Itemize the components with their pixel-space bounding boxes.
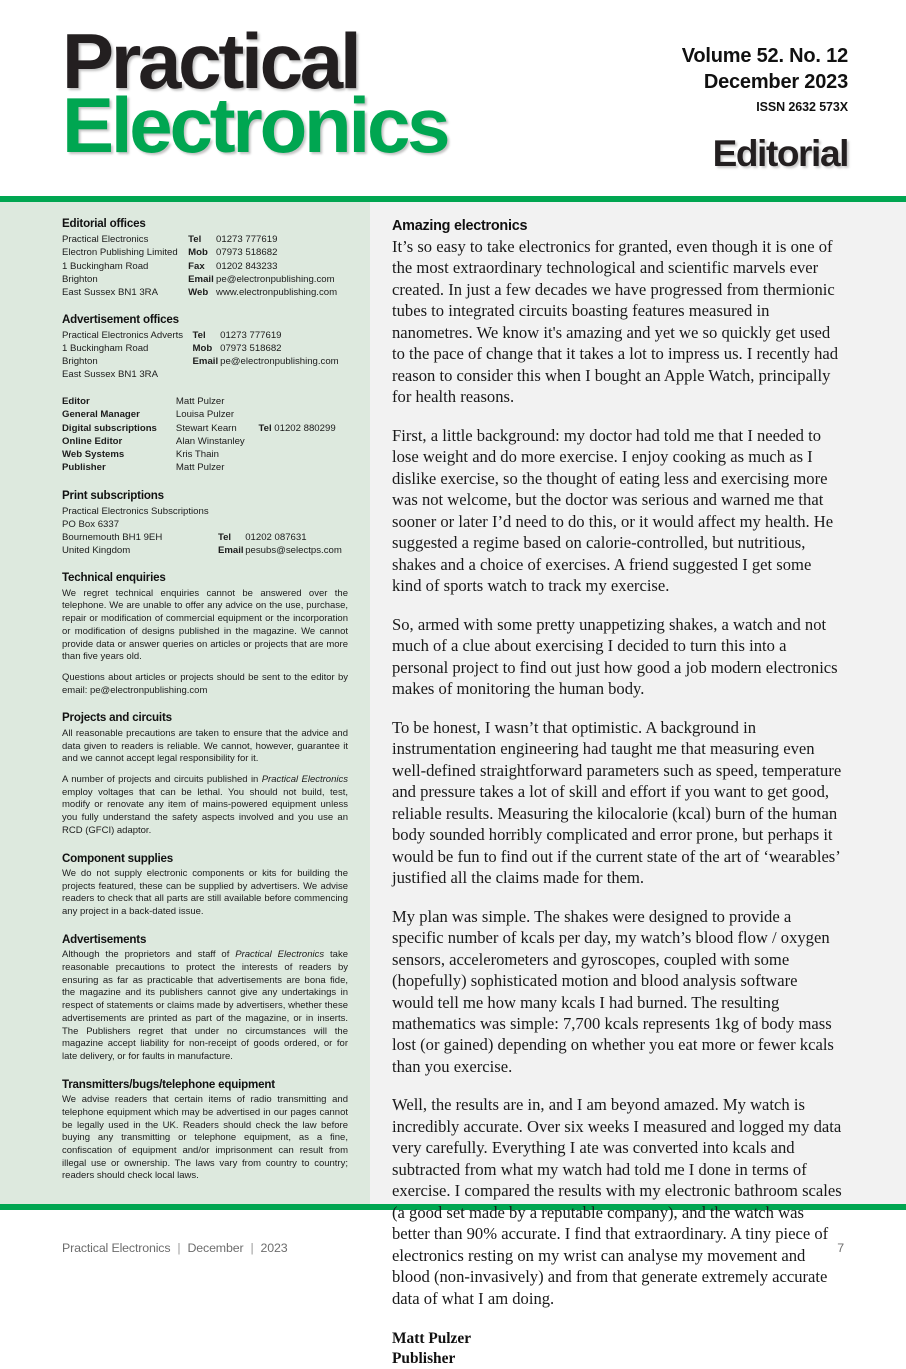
address-line: Bournemouth BH1 9EH: [62, 532, 163, 544]
contact-label: Mob: [188, 247, 208, 259]
text-run: Although the proprietors and staff of: [62, 949, 236, 961]
spacer: [62, 381, 348, 395]
staff-role: Online Editor: [62, 435, 123, 447]
article-paragraph: To be honest, I wasn’t that optimistic. A background in instrumentation engineering had taught me that measuring even well-defined straightforward parameters such as speed, temperature and pressure takes a lot of skill and effort if you want to get good, reliable results. Measuring the kilocalorie (kcal) burn of the human body sounded horribly complicated and error prone, but perhaps it would be fun to find out if the current state of the art of ‘wearables’ justified all the claims made for them.: [392, 717, 842, 888]
address-line: PO Box 6337: [62, 519, 120, 531]
email-value[interactable]: pe@electronpublishing.com: [220, 356, 339, 368]
magazine-name-italic: Practical Electronics: [261, 773, 348, 785]
page-number: 7: [837, 1241, 844, 1255]
footer-month: December: [187, 1241, 244, 1255]
page-section-title: Editorial: [712, 133, 848, 174]
staff-name: Stewart Kearn: [175, 422, 237, 434]
staff-role: General Manager: [62, 409, 140, 421]
contact-value: 01202 087631: [245, 532, 307, 544]
footer-separator: |: [250, 1241, 254, 1255]
table-row: [62, 531, 348, 544]
staff-table: [62, 395, 348, 474]
contact-value: 01202 880299: [274, 422, 336, 434]
table-row: [62, 329, 348, 342]
article-paragraph: It’s so easy to take electronics for granted, even though it is one of the most extraordinary technological and scientific marvels ever created. In just a few decades we have progressed from thermionic tubes to integrated circuits boasting features measured in nanometres. We know it's amazing and yet we so quickly get used to the pace of change that it takes a lot to impress us. I recently had reason to consider this when I bought an Apple Watch, principally for health reasons.: [392, 237, 839, 407]
issue-issn: ISSN 2632 573X: [756, 100, 848, 115]
advertisements-heading: Advertisements: [62, 932, 147, 946]
signature-block: [392, 1329, 842, 1369]
text-run: A number of projects and circuits published in: [62, 773, 262, 785]
table-row: [62, 368, 348, 381]
contact-label: Tel: [188, 234, 202, 246]
address-line: United Kingdom: [62, 545, 131, 557]
advertisements-paragraph-1: [62, 949, 348, 1063]
transmitters-paragraph-1: We advise readers that certain items of radio transmitting and telephone equipment which may be advertised in our pages cannot be legally used in the UK. Readers should check the law before buying any transmitting or telephone equipment, as a fine, confiscation of equipment and/or imprisonment can result from illegal use or ownership. The laws vary from country to country; readers should check local laws.: [62, 1094, 348, 1182]
table-row: [62, 355, 348, 368]
staff-role: Publisher: [62, 462, 106, 474]
projects-circuits-paragraph-2: [62, 774, 348, 838]
contact-label: Tel: [258, 422, 272, 434]
contact-value: [274, 395, 348, 408]
print-subscriptions-heading: Print subscriptions: [62, 488, 164, 502]
address-line: Practical Electronics Subscriptions: [62, 506, 209, 518]
email-value[interactable]: pe@electronpublishing.com: [216, 273, 335, 285]
table-row: [62, 260, 348, 273]
signature-role: Publisher: [392, 1350, 456, 1368]
projects-circuits-paragraph-1: All reasonable precautions are taken to ensure that the advice and data given to readers is reliable. We cannot, however, guarantee it and we cannot accept legal responsibility for it.: [62, 727, 348, 765]
table-row: [62, 273, 348, 286]
contact-value: [274, 408, 348, 421]
contact-value: [274, 435, 348, 448]
issue-volume: Volume 52. No. 12: [681, 45, 848, 67]
contact-label: Web: [188, 286, 209, 298]
editorial-column: [370, 202, 906, 1368]
contact-value: 01273 777619: [216, 234, 278, 246]
contact-label: Fax: [188, 260, 205, 272]
table-row: [62, 395, 348, 408]
contact-label: [259, 461, 275, 474]
footer-magazine-name: Practical Electronics: [62, 1241, 171, 1255]
article-paragraph: Well, the results are in, and I am beyond amazed. My watch is incredibly accurate. Over six weeks I measured and logged my data very carefully. Everything I ate was converted into kcals and subtracted from what my watch had told me I done in terms of exercise. I compared the results with my electronic bathroom scales (a good set made by a reputable company), and the watch was better than 90% accurate. I find that extraordinary. A tiny piece of electronics resting on my wrist can analyse my movement and blood (non-invasively) and from that generate extremely accurate data of what I am doing.: [392, 1095, 842, 1308]
technical-enquiries-paragraph-2: Questions about articles or projects should be sent to the editor by email: pe@electronpublishing.com: [62, 671, 348, 696]
footer-issue-line: [62, 1241, 288, 1255]
component-supplies-heading: Component supplies: [62, 851, 174, 865]
article-paragraph: So, armed with some pretty unappetizing shakes, a watch and not much of a clue about exercising I decided to turn this into a personal project to find out just how good a job modern electronics makes of monitoring the human body.: [392, 614, 838, 699]
address-line: East Sussex BN1 3RA: [62, 286, 158, 298]
staff-role: Web Systems: [62, 449, 125, 461]
staff-name: Matt Pulzer: [175, 396, 225, 408]
table-row: [62, 342, 348, 355]
issue-info: [682, 44, 848, 114]
address-line: Brighton: [62, 356, 98, 368]
address-line: East Sussex BN1 3RA: [62, 369, 158, 381]
contact-label: Mob: [192, 343, 213, 355]
contact-value: [274, 461, 348, 474]
footer-year: 2023: [260, 1241, 288, 1255]
signature-name: Matt Pulzer: [392, 1330, 472, 1348]
transmitters-heading: Transmitters/bugs/telephone equipment: [62, 1077, 275, 1091]
table-row: [62, 233, 348, 246]
contact-label: Tel: [192, 330, 206, 342]
staff-role: Editor: [62, 396, 90, 408]
staff-role: Digital subscriptions: [62, 422, 157, 434]
advertisement-offices-heading: Advertisement offices: [62, 312, 179, 326]
table-row: [62, 448, 348, 461]
table-row: [62, 286, 348, 299]
contact-label: [259, 435, 275, 448]
print-subscriptions-table: [62, 505, 348, 557]
masthead: [0, 0, 906, 196]
table-row: [62, 544, 348, 557]
table-row: [62, 461, 348, 474]
contact-value: 07973 518682: [216, 247, 278, 259]
magazine-name-italic: Practical Electronics: [235, 949, 325, 961]
issue-date: December 2023: [703, 70, 848, 93]
text-run: employ voltages that can be lethal. You should not build, test, modify or renovate any item of mains-powered equipment unless you fully understand the safety aspects involved and you use an RCD (GFCI) adaptor.: [62, 786, 348, 836]
logo-word-practical: Practical: [62, 17, 359, 105]
address-line: Practical Electronics: [62, 234, 149, 246]
address-line: Brighton: [62, 273, 98, 285]
staff-name: Louisa Pulzer: [175, 409, 235, 421]
table-row: [62, 422, 348, 435]
contact-label: Email: [192, 356, 219, 368]
article-heading: Amazing electronics: [392, 218, 528, 234]
table-row: [62, 408, 348, 421]
contact-label: Email: [217, 545, 244, 557]
staff-name: Matt Pulzer: [175, 462, 225, 474]
article-paragraph: First, a little background: my doctor had told me that I needed to lose weight and do more exercise. I enjoy cooking as much as I dislike exercise, so the thought of eating less and exercising more was not welcome, but the doctor was serious and warned me that sooner or later I’d need to do this, or it would affect my health. He suggested a regime based on calorie-controlled, but nutritious, shakes and a choice of exercises. A friend suggested I get some kind of sports watch to track my exercise.: [392, 425, 834, 596]
technical-enquiries-paragraph-1: We regret technical enquiries cannot be answered over the telephone. We are unable to offer any advice on the use, purchase, repair or modification of commercial equipment or the incorporation or modification of designs published in the magazine. We cannot provide data or answer queries on articles or projects that are more than five years old.: [62, 587, 348, 663]
table-row: [62, 246, 348, 259]
contact-value: 01202 843233: [216, 260, 278, 272]
magazine-logo: [62, 17, 448, 169]
contact-value: [274, 448, 348, 461]
contact-label: Email: [188, 273, 214, 285]
logo-word-electronics: Electronics: [62, 80, 448, 169]
staff-name: Kris Thain: [175, 449, 219, 461]
staff-name: Alan Winstanley: [175, 435, 245, 447]
address-line: Practical Electronics Adverts: [62, 330, 184, 342]
editorial-offices-heading: Editorial offices: [62, 217, 146, 230]
text-run: take reasonable precautions to protect the interests of readers by ensuring as far as practicable that advertisements are bona fide, the magazine and its publishers cannot give any undertakings in respect of statements or claims made by advertisers, whether these advertisements are printed as part of the magazine, or in inserts. The Publishers regret that under no circumstances will the magazine accept liability for non-receipt of goods ordered, or for late delivery, or for faults in manufacture.: [62, 949, 348, 1062]
contact-label: [259, 408, 275, 421]
contact-label: [259, 448, 275, 461]
table-row: [62, 505, 348, 518]
projects-circuits-heading: Projects and circuits: [62, 711, 172, 725]
colophon-sidebar: [0, 202, 370, 1204]
component-supplies-paragraph-1: We do not supply electronic components or kits for building the projects featured, these can be supplied by advertisers. We advise readers to check that all parts are still available before commencing any project in a back-dated issue.: [62, 867, 348, 918]
website-link[interactable]: www.electronpublishing.com: [216, 286, 338, 298]
address-line: 1 Buckingham Road: [62, 260, 149, 272]
email-value[interactable]: pesubs@selectps.com: [245, 545, 342, 557]
contact-value: 07973 518682: [220, 343, 282, 355]
table-row: [62, 518, 348, 531]
contact-label: Tel: [217, 532, 232, 544]
address-line: Electron Publishing Limited: [62, 247, 178, 259]
table-row: [62, 435, 348, 448]
advertisement-offices-table: [62, 329, 348, 381]
address-line: 1 Buckingham Road: [62, 343, 149, 355]
footer-separator: |: [177, 1241, 181, 1255]
editorial-offices-table: [62, 233, 348, 298]
contact-label: [259, 395, 275, 408]
article-paragraph: My plan was simple. The shakes were designed to provide a specific number of kcals per day, my watch’s blood flow / oxygen sensors, accelerometers and gyroscopes, coupled with some (hopefully) sophisticated motion and blood analysis software would tell me how many kcals I had burned. The resulting mathematics was simple: 7,700 kcals represents 1kg of body mass lost (or gained) depending on whether you eat more or fewer kcals than you exercise.: [392, 906, 834, 1076]
technical-enquiries-heading: Technical enquiries: [62, 571, 166, 585]
contact-value: 01273 777619: [220, 330, 282, 342]
